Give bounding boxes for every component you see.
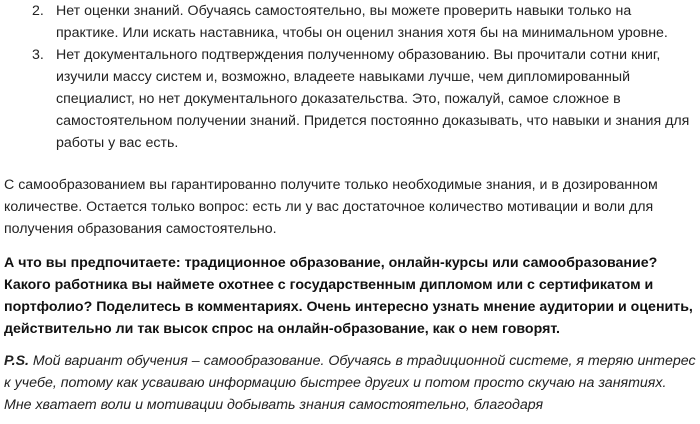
question-paragraph: А что вы предпочитаете: традиционное образование, онлайн-курсы или самообразование? Какого работника вы наймете охотнее с государственным дипломом или с сертификатом и портфолио? Поделитесь в комментариях. Очень интересно узнать мнение аудитории и оценить, действительно ли так высок спрос на онлайн-образование, как о нем говорят. <box>4 255 693 337</box>
list-item-number: 2. <box>32 3 44 19</box>
ps-text: Мой вариант обучения – самообразование. Обучаясь в традиционной системе, я теряю интерес к учебе, потому как усваиваю информацию быстрее других и потом просто скучаю на занятиях. Мне хватает воли и мотивации добывать знания самостоятельно, благодаря <box>4 353 696 413</box>
list-item-number: 3. <box>32 47 44 63</box>
numbered-list <box>4 0 696 154</box>
list-item-text: Нет документального подтверждения полученному образованию. Вы прочитали сотни книг, изучили массу систем и, возможно, владеете навыками лучше, чем дипломированный специалист, но нет документального доказательства. Это, пожалуй, самое сложное в самостоятельном получении знаний. Придется постоянно доказывать, что навыки и знания для работы у вас есть. <box>56 47 690 151</box>
list-item-text: Нет оценки знаний. Обучаясь самостоятельно, вы можете проверить навыки только на практике. Или искать наставника, чтобы он оценил знания хотя бы на минимальном уровне. <box>56 3 668 41</box>
ps-label: P.S. <box>4 353 29 369</box>
list-item <box>32 0 696 44</box>
list-item <box>32 44 696 154</box>
self-education-paragraph: С самообразованием вы гарантированно получите только необходимые знания, и в дозированном количестве. Остается только вопрос: есть ли у вас достаточное количество мотивации и воли для получения образования самостоятельно. <box>4 177 658 237</box>
ps-paragraph <box>4 350 696 416</box>
